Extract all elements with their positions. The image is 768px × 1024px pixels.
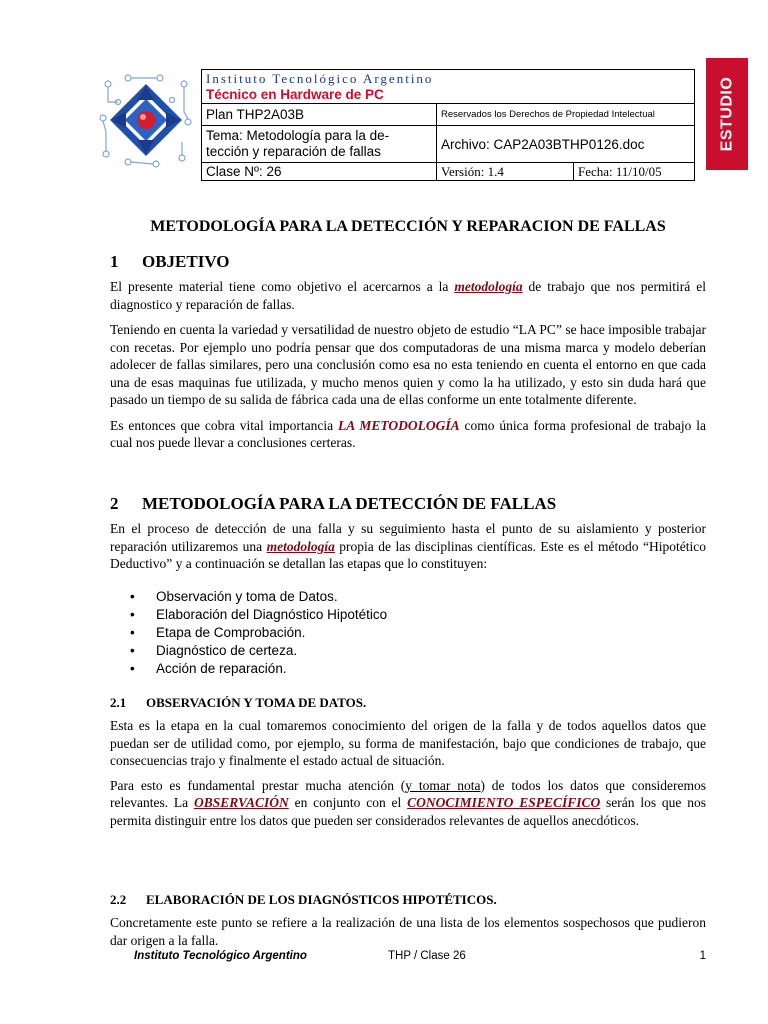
section-2-1-title: OBSERVACIÓN Y TOMA DE DATOS.: [146, 695, 367, 710]
section-2-1-paragraph-1: Esta es la etapa en la cual tomaremos conocimiento del origen de la falla y de todos aquellos datos que puedan ser de utilidad como, por ejemplo, su forma de manifestación, bajo que condiciones de trabajo, que consecuencias trajo y finalmente el estado actual de situación.: [110, 718, 706, 768]
section-2-number: 2: [110, 494, 119, 513]
topic-line-1: Tema: Metodología para la de-: [206, 128, 390, 143]
section-2-1-number: 2.1: [110, 695, 127, 710]
section-1-paragraph-1: [110, 278, 706, 313]
keyword-la-metodologia: LA METODOLOGÍA: [337, 417, 460, 433]
section-2-1-paragraph-2: [110, 777, 706, 830]
list-item: [128, 642, 387, 660]
topic-cell: [202, 126, 437, 163]
bullet-icon: •: [130, 607, 135, 622]
list-item: [128, 660, 387, 678]
section-tab-label: ESTUDIO: [718, 76, 735, 152]
section-2-2-title: ELABORACIÓN DE LOS DIAGNÓSTICOS HIPOTÉTICOS.: [146, 892, 497, 907]
section-2-body: [110, 520, 706, 573]
keyword-observacion: OBSERVACIÓN: [193, 795, 289, 810]
keyword-conocimiento-especifico: CONOCIMIENTO ESPECÍFICO: [407, 795, 601, 810]
section-1-title: OBJETIVO: [142, 252, 230, 271]
class-number-cell: Clase Nº: 26: [202, 163, 437, 181]
section-1-number: 1: [110, 252, 119, 271]
list-item-text: Etapa de Comprobación.: [156, 625, 306, 640]
date-cell: Fecha: 11/10/05: [574, 163, 695, 181]
career-name: Técnico en Hardware de PC: [206, 86, 384, 102]
text-run: ) de todos los datos que consideremos relevantes. La: [110, 777, 706, 810]
bullet-icon: •: [130, 643, 135, 658]
section-2-2-number: 2.2: [110, 892, 127, 907]
text-run: en conjunto con el: [288, 795, 408, 810]
keyword-metodologia: metodología: [266, 538, 335, 554]
footer-course: THP / Clase 26: [388, 950, 466, 962]
text-run: como única forma profesional de trabajo la cual nos puede llevar a conclusiones certeras.: [110, 417, 706, 450]
section-2-2-body: [110, 914, 706, 949]
list-item-text: Acción de reparación.: [156, 661, 287, 676]
footer-institute: Instituto Tecnológico Argentino: [134, 950, 307, 962]
section-1-paragraph-3: [110, 417, 706, 452]
section-2-2-heading: [110, 892, 497, 908]
text-run: Para esto es fundamental prestar mucha atención (: [110, 777, 406, 793]
version-cell: Versión: 1.4: [437, 163, 574, 181]
header-institute-cell: [202, 70, 695, 104]
institute-name: Instituto Tecnológico Argentino: [206, 70, 434, 86]
institute-logo: [98, 72, 194, 168]
bullet-icon: •: [130, 661, 135, 676]
section-2-title: METODOLOGÍA PARA LA DETECCIÓN DE FALLAS: [142, 494, 557, 513]
section-2-1-body: [110, 717, 706, 829]
text-run: En el proceso de detección de una falla y su seguimiento hasta el punto de su aislamiento y posterior reparación utilizaremos una: [110, 521, 706, 554]
bullet-icon: •: [130, 589, 135, 604]
text-run: de trabajo que nos permitirá el diagnostico y reparación de fallas.: [110, 279, 706, 312]
keyword-metodologia: metodología: [454, 279, 523, 294]
page-number: 1: [699, 950, 706, 962]
list-item: [128, 606, 387, 624]
list-item: [128, 624, 387, 642]
bullet-icon: •: [130, 625, 135, 640]
rights-cell: Reservados los Derechos de Propiedad Intelectual: [437, 104, 695, 126]
file-cell: Archivo: CAP2A03BTHP0126.doc: [437, 126, 695, 163]
section-1-paragraph-2: Teniendo en cuenta la variedad y versatilidad de nuestro objeto de estudio “LA PC” se hace imposible trabajar con recetas. Por ejemplo uno podría pensar que dos computadoras de una misma marca y modelo deberían adolecer de fallas similares, pero una conclusión como esa no esta teniendo en cuenta el entorno en que cada una de esas maquinas fue utilizada, y mucho menos quien y como la ha utilizado, y esto sin duda hará que pasado un tiempo de su salida de fábrica cada una de ellas conforme un ente totalmente diferente.: [110, 322, 706, 407]
text-run: Es entonces que cobra vital importancia: [110, 417, 338, 433]
topic-line-2: tección y reparación de fallas: [206, 144, 381, 159]
methodology-steps-list: [128, 588, 387, 678]
section-1-heading: [110, 252, 230, 272]
list-item-text: Elaboración del Diagnóstico Hipotético: [156, 607, 388, 622]
list-item-text: Diagnóstico de certeza.: [156, 643, 298, 658]
plan-cell: Plan THP2A03B: [202, 104, 437, 126]
document-header-table: [201, 69, 695, 181]
section-2-heading: [110, 494, 556, 514]
text-run: El presente material tiene como objetivo el acercarnos a la: [110, 279, 455, 294]
section-2-paragraph-1: [110, 520, 706, 573]
section-1-body: [110, 278, 706, 452]
underlined-text: y tomar nota: [405, 777, 481, 793]
text-run: propia de las disciplinas científicas. Este es el método “Hipotético Deductivo” y a continuación se detallan las etapas que lo constituyen:: [110, 538, 706, 571]
text-run: serán los que nos permita distinguir entre los datos que pueden ser considerados relevantes de aquellos anecdóticos.: [110, 795, 706, 828]
document-title: METODOLOGÍA PARA LA DETECCIÓN Y REPARACION DE FALLAS: [150, 218, 666, 235]
section-tab-estudio: [706, 58, 748, 170]
section-2-2-paragraph-1: Concretamente este punto se refiere a la realización de una lista de los elementos sospechosos que pudieron dar origen a la falla.: [110, 915, 706, 948]
section-2-1-heading: [110, 695, 366, 711]
list-item: [128, 588, 387, 606]
list-item-text: Observación y toma de Datos.: [156, 589, 338, 604]
